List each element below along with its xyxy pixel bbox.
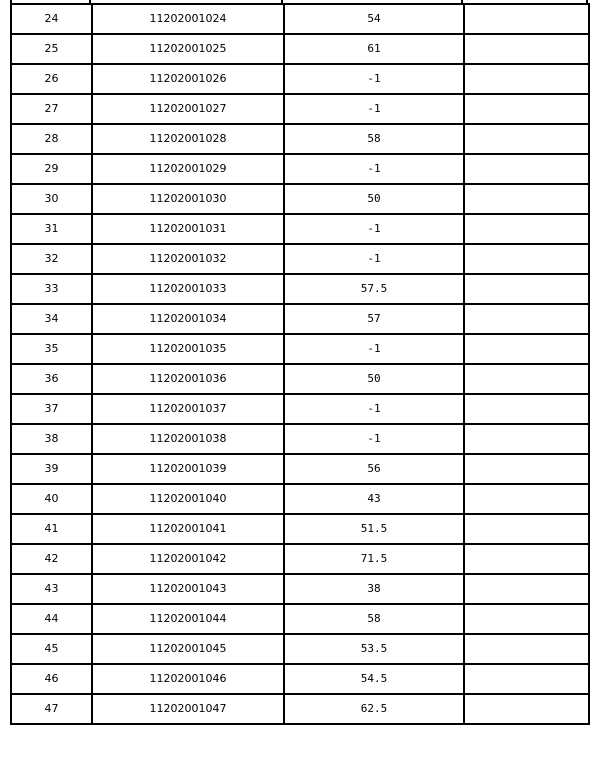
score-table-body [11,4,589,724]
table-row [11,424,589,454]
remark-cell [464,664,589,694]
remark-cell [464,514,589,544]
student-id-cell: 11202001029 [92,154,284,184]
table-row [11,484,589,514]
row-number-cell: 37 [11,394,92,424]
row-number-cell: 29 [11,154,92,184]
score-cell: 54 [284,4,464,34]
remark-cell [464,634,589,664]
score-table [10,3,590,725]
score-cell: -1 [284,64,464,94]
remark-cell [464,4,589,34]
table-row [11,334,589,364]
remark-cell [464,214,589,244]
score-cell: -1 [284,334,464,364]
row-number-cell: 40 [11,484,92,514]
score-cell: 57.5 [284,274,464,304]
row-number-cell: 46 [11,664,92,694]
student-id-cell: 11202001028 [92,124,284,154]
score-cell: 53.5 [284,634,464,664]
student-id-cell: 11202001026 [92,64,284,94]
row-number-cell: 24 [11,4,92,34]
row-number-cell: 43 [11,574,92,604]
row-number-cell: 26 [11,64,92,94]
table-row [11,304,589,334]
remark-cell [464,274,589,304]
score-cell: -1 [284,424,464,454]
score-cell: 62.5 [284,694,464,724]
table-row [11,694,589,724]
table-row [11,604,589,634]
table-row [11,394,589,424]
student-id-cell: 11202001039 [92,454,284,484]
remark-cell [464,484,589,514]
remark-cell [464,544,589,574]
remark-cell [464,604,589,634]
row-number-cell: 47 [11,694,92,724]
score-cell: -1 [284,94,464,124]
score-cell: 71.5 [284,544,464,574]
score-cell: 50 [284,184,464,214]
row-number-cell: 35 [11,334,92,364]
remark-cell [464,244,589,274]
row-number-cell: 34 [11,304,92,334]
row-number-cell: 30 [11,184,92,214]
table-row [11,454,589,484]
row-number-cell: 45 [11,634,92,664]
table-row [11,574,589,604]
row-number-cell: 28 [11,124,92,154]
score-cell: -1 [284,244,464,274]
score-cell: 61 [284,34,464,64]
remark-cell [464,334,589,364]
student-id-cell: 11202001030 [92,184,284,214]
student-id-cell: 11202001024 [92,4,284,34]
student-id-cell: 11202001038 [92,424,284,454]
remark-cell [464,454,589,484]
row-number-cell: 36 [11,364,92,394]
row-number-cell: 25 [11,34,92,64]
table-row [11,364,589,394]
row-number-cell: 41 [11,514,92,544]
table-row [11,214,589,244]
student-id-cell: 11202001033 [92,274,284,304]
student-id-cell: 11202001025 [92,34,284,64]
remark-cell [464,124,589,154]
table-row [11,544,589,574]
student-id-cell: 11202001027 [92,94,284,124]
student-id-cell: 11202001031 [92,214,284,244]
remark-cell [464,34,589,64]
student-id-cell: 11202001047 [92,694,284,724]
table-row [11,154,589,184]
table-row [11,124,589,154]
score-cell: -1 [284,394,464,424]
row-number-cell: 38 [11,424,92,454]
remark-cell [464,154,589,184]
row-number-cell: 42 [11,544,92,574]
table-row [11,4,589,34]
student-id-cell: 11202001044 [92,604,284,634]
remark-cell [464,64,589,94]
remark-cell [464,424,589,454]
student-id-cell: 11202001035 [92,334,284,364]
table-row [11,94,589,124]
score-cell: -1 [284,154,464,184]
table-row [11,34,589,64]
student-id-cell: 11202001046 [92,664,284,694]
score-cell: -1 [284,214,464,244]
score-cell: 50 [284,364,464,394]
table-row [11,64,589,94]
student-id-cell: 11202001034 [92,304,284,334]
remark-cell [464,364,589,394]
remark-cell [464,394,589,424]
student-id-cell: 11202001032 [92,244,284,274]
score-cell: 57 [284,304,464,334]
row-number-cell: 27 [11,94,92,124]
student-id-cell: 11202001043 [92,574,284,604]
row-number-cell: 31 [11,214,92,244]
remark-cell [464,304,589,334]
table-row [11,514,589,544]
score-cell: 51.5 [284,514,464,544]
table-row [11,184,589,214]
row-number-cell: 44 [11,604,92,634]
row-number-cell: 32 [11,244,92,274]
score-cell: 54.5 [284,664,464,694]
score-cell: 38 [284,574,464,604]
student-id-cell: 11202001041 [92,514,284,544]
student-id-cell: 11202001037 [92,394,284,424]
remark-cell [464,694,589,724]
table-row [11,274,589,304]
student-id-cell: 11202001036 [92,364,284,394]
row-number-cell: 33 [11,274,92,304]
table-row [11,634,589,664]
remark-cell [464,184,589,214]
student-id-cell: 11202001040 [92,484,284,514]
score-cell: 58 [284,604,464,634]
table-row [11,664,589,694]
score-cell: 43 [284,484,464,514]
student-id-cell: 11202001042 [92,544,284,574]
score-cell: 56 [284,454,464,484]
row-number-cell: 39 [11,454,92,484]
score-cell: 58 [284,124,464,154]
student-id-cell: 11202001045 [92,634,284,664]
remark-cell [464,94,589,124]
table-row [11,244,589,274]
remark-cell [464,574,589,604]
score-table-container [10,3,588,725]
